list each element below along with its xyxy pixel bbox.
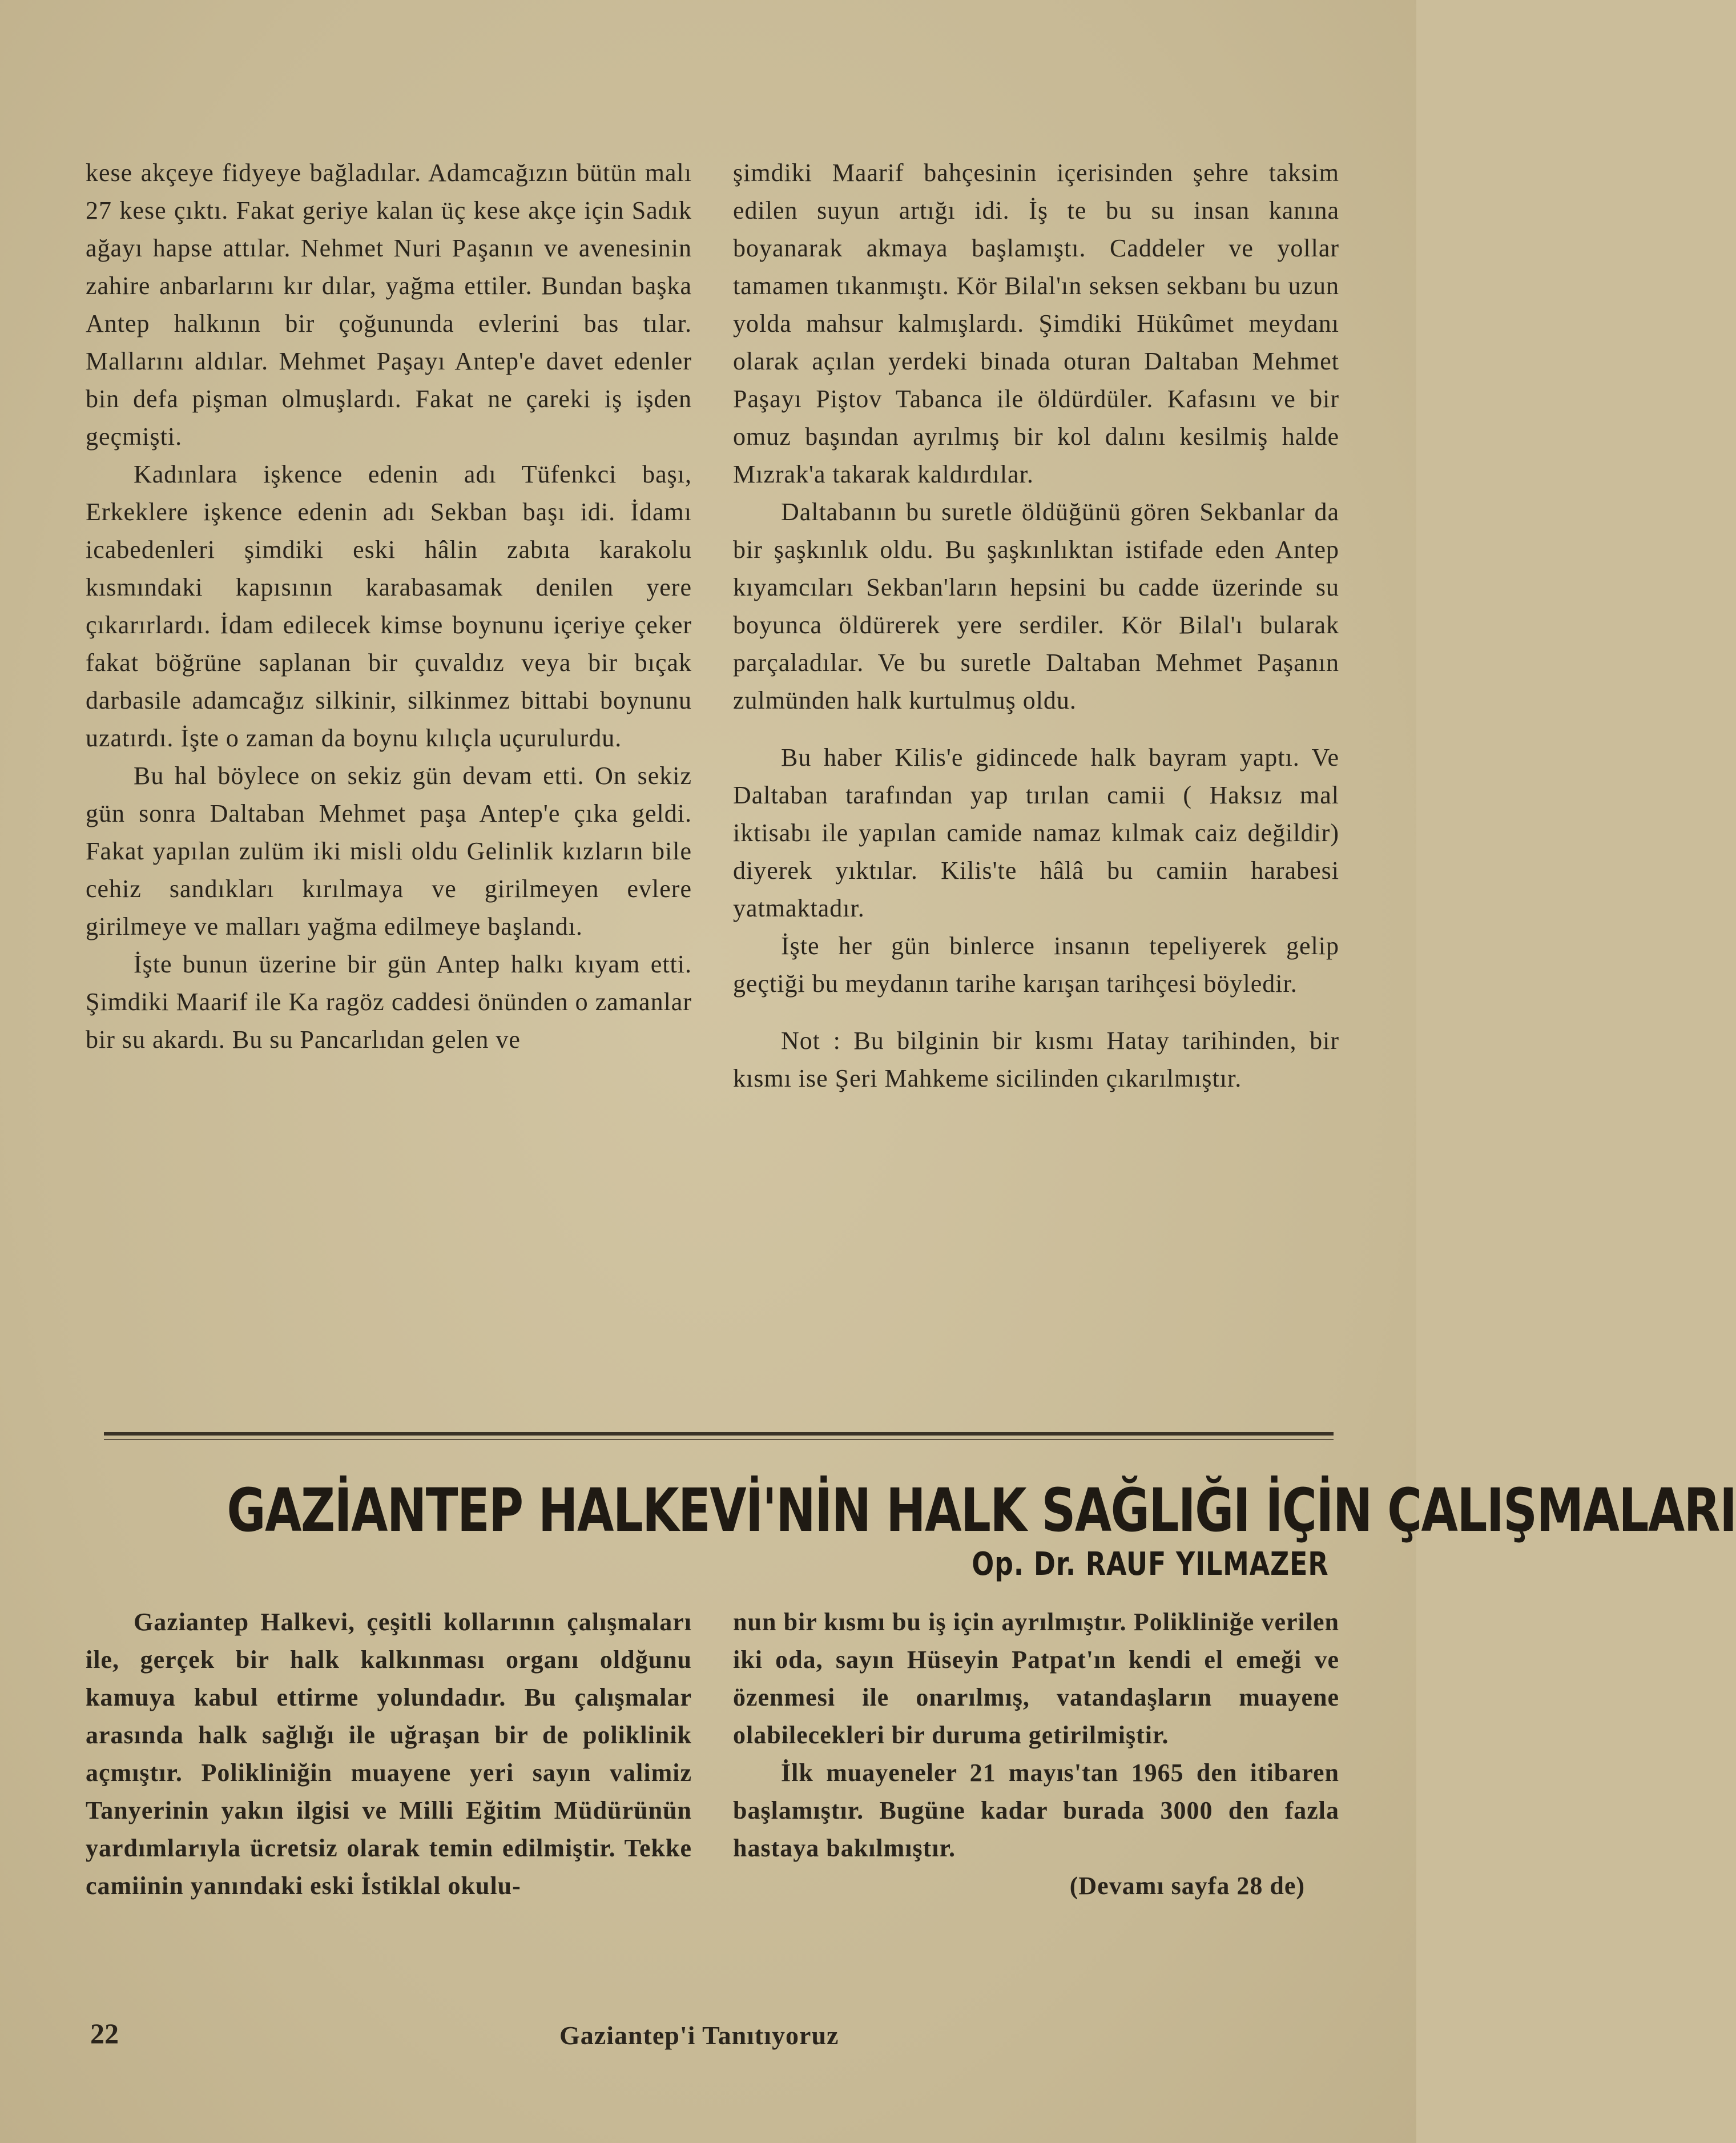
paragraph: Gaziantep Halkevi, çeşitli kollarının çalışmaları ile, gerçek bir halk kalkınması organı oldğunu kamuya kabul ettirme yolundadır. Bu çalışmalar arasında halk sağlığı ile uğraşan bir de poliklinik açmıştır. Polikliniğin muayene yeri sayın valimiz Tanyerinin yakın ilgisi ve Milli Eğitim Müdürünün yardımlarıyla ücretsiz olarak temin edilmiştir. Tekke camiinin yanındaki eski İstiklal okulu- bbox=[86, 1608, 692, 1900]
article2-column-right bbox=[733, 1603, 1339, 1905]
paragraph: nun bir kısmı bu iş için ayrılmıştır. Polikliniğe verilen iki oda, sayın Hüseyin Patpat'ın kendi el emeği ve özenmesi ile onarılmış, vatandaşların muayene olabilecekleri bir duruma getirilmiştir. bbox=[733, 1608, 1339, 1749]
section-divider bbox=[104, 1432, 1334, 1436]
paragraph: Kadınlara işkence edenin adı Tüfenkci başı, Erkeklere işkence edenin adı Sekban başı idi. İdamı icabedenleri şimdiki eski hâlin zabıta karakolu kısmındaki kapısının karabasamak denilen yere çıkarırlardı. İdam edilecek kimse boynunu içeriye çeker fakat böğrüne saplanan bir çuvaldız veya bir bıçak darbasile adamcağız silkinir, silkinmez bittabi boynunu uzatırdı. İşte o zaman da boynu kılıçla uçurulurdu. bbox=[86, 460, 692, 752]
paragraph: İşte bunun üzerine bir gün Antep halkı kıyam etti. Şimdiki Maarif ile Ka ragöz caddesi önünden o zamanlar bir su akardı. Bu su Pancarlıdan gelen ve bbox=[86, 950, 692, 1054]
source-note: Not : Bu bilginin bir kısmı Hatay tarihinden, bir kısmı ise Şeri Mahkeme sicilinden çıkarılmıştır. bbox=[733, 1027, 1339, 1092]
article2-column-left bbox=[86, 1603, 692, 1905]
paragraph: Bu haber Kilis'e gidincede halk bayram yaptı. Ve Daltaban tarafından yap tırılan camii ( Haksız mal iktisabı ile yapılan camide namaz kılmak caiz değildir) diyerek yıktılar. Kilis'te hâlâ bu camiin harabesi yatmaktadır. bbox=[733, 743, 1339, 922]
article-column-right bbox=[733, 154, 1339, 1097]
continuation-note: (Devamı sayfa 28 de) bbox=[1069, 1872, 1305, 1900]
paragraph: Daltabanın bu suretle öldüğünü gören Sekbanlar da bir şaşkınlık oldu. Bu şaşkınlıktan istifade eden Antep kıyamcıları Sekban'ların hepsini bu cadde üzerinde su boyunca öldürerek yere serdiler. Kör Bilal'ı bularak parçaladılar. Ve bu suretle Daltaban Mehmet Paşanın zulmünden halk kurtulmuş oldu. bbox=[733, 498, 1339, 714]
article-author: Op. Dr. RAUF YILMAZER bbox=[971, 1546, 1328, 1583]
paragraph: İlk muayeneler 21 mayıs'tan 1965 den itibaren başlamıştır. Bugüne kadar burada 3000 den fazla hastaya bakılmıştır. bbox=[733, 1759, 1339, 1862]
paragraph: kese akçeye fidyeye bağladılar. Adamcağızın bütün malı 27 kese çıktı. Fakat geriye kalan üç kese akçe için Sadık ağayı hapse attılar. Nehmet Nuri Paşanın ve avenesinin zahire anbarlarını kır dılar, yağma ettiler. Bundan başka Antep halkının bir çoğununda evlerini bas tılar. Mallarını aldılar. Mehmet Paşayı Antep'e davet edenler bin defa pişman olmuşlardı. Fakat ne çareki iş işden geçmişti. bbox=[86, 159, 692, 451]
article-column-left bbox=[86, 154, 692, 1059]
section-divider-thin bbox=[104, 1439, 1334, 1440]
paragraph: Bu hal böylece on sekiz gün devam etti. On sekiz gün sonra Daltaban Mehmet paşa Antep'e çıka geldi. Fakat yapılan zulüm iki misli oldu Gelinlik kızların bile cehiz sandıkları kırılmaya ve girilmeyen evlere girilmeye ve malları yağma edilmeye başlandı. bbox=[86, 762, 692, 940]
article-headline: GAZİANTEP HALKEVİ'NİN HALK SAĞLIĞI İÇİN ÇALIŞMALARI bbox=[227, 1475, 1736, 1545]
page-number: 22 bbox=[90, 2017, 119, 2049]
paragraph: İşte her gün binlerce insanın tepeliyerek gelip geçtiği bu meydanın tarihe karışan tarihçesi böyledir. bbox=[733, 932, 1339, 998]
paragraph: şimdiki Maarif bahçesinin içerisinden şehre taksim edilen suyun artığı idi. İş te bu su insan kanına boyanarak akmaya başlamıştı. Caddeler ve yollar tamamen tıkanmıştı. Kör Bilal'ın seksen sekbanı bu uzun yolda mahsur kalmışlardı. Şimdiki Hükûmet meydanı olarak açılan yerdeki binada oturan Daltaban Mehmet Paşayı Piştov Tabanca ile öldürdüler. Kafasını ve bir omuz başından ayrılmış bir kol dalını kesilmiş halde Mızrak'a takarak kaldırdılar. bbox=[733, 159, 1339, 488]
publication-title: Gaziantep'i Tanıtıyoruz bbox=[559, 2021, 839, 2050]
